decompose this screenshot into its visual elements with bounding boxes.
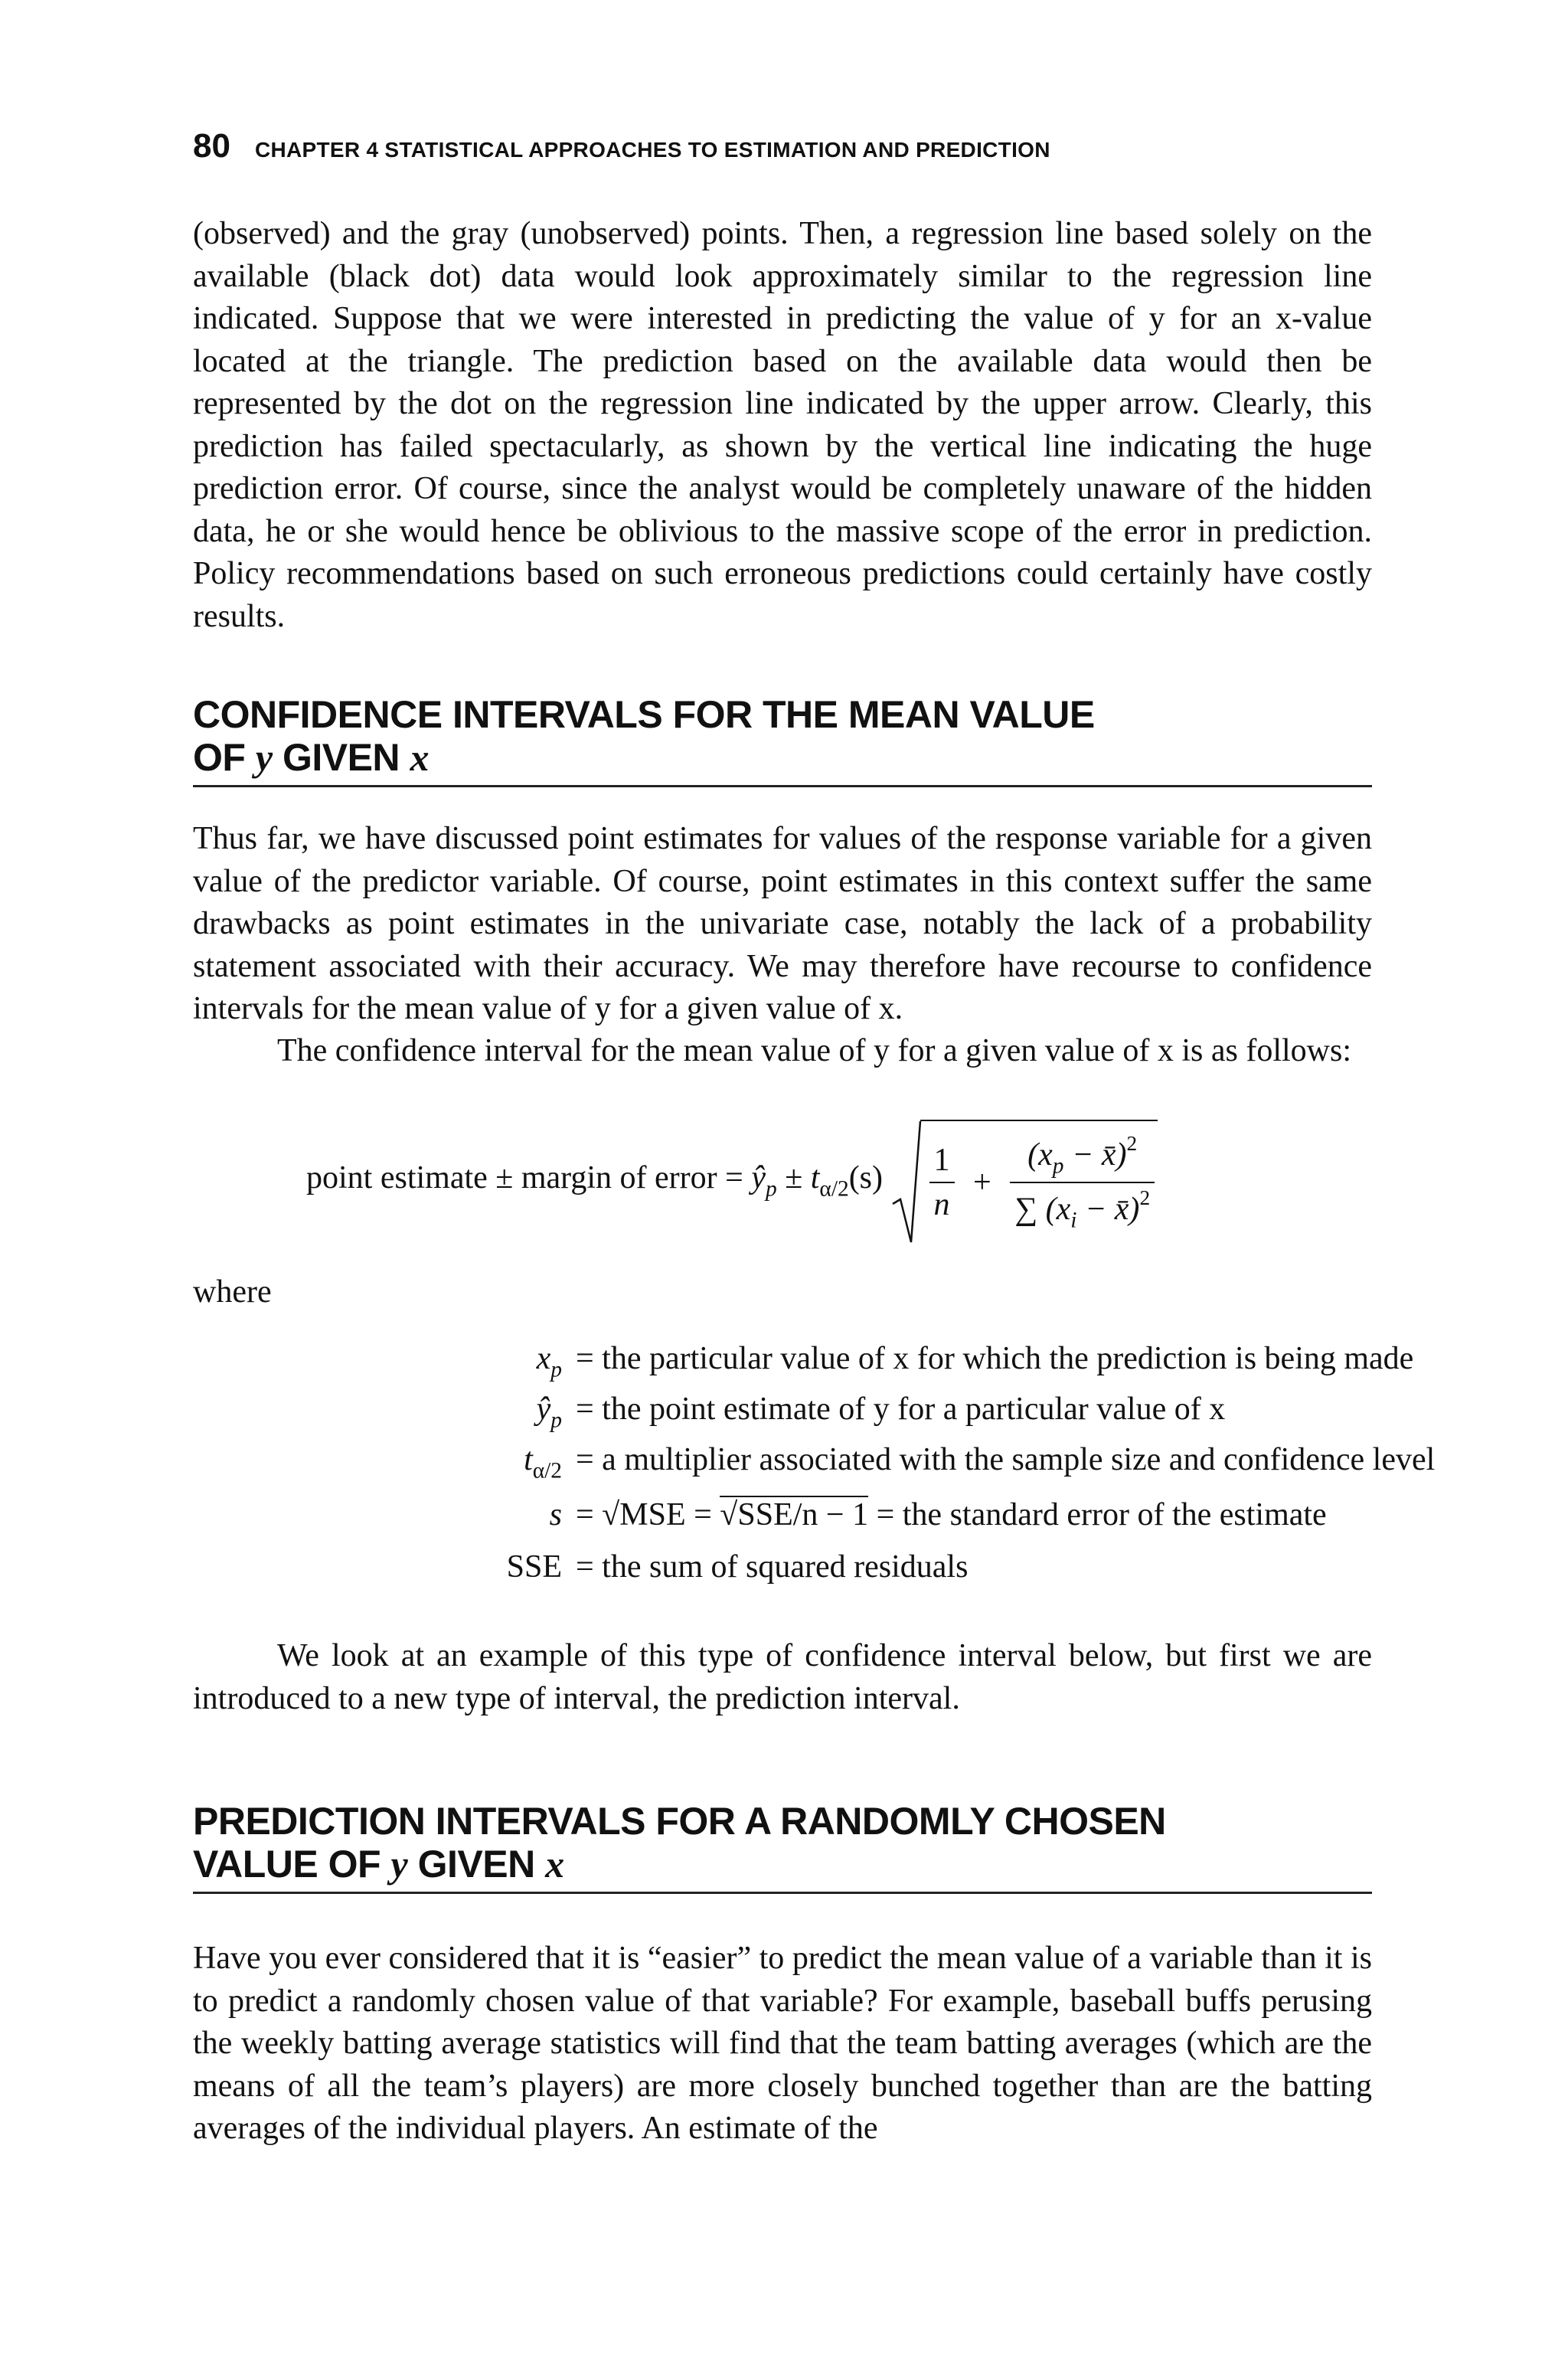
- page-number: 80: [193, 127, 230, 165]
- where-label: where: [193, 1274, 272, 1310]
- heading-line-1: CONFIDENCE INTERVALS FOR THE MEAN VALUE: [193, 693, 1095, 736]
- confidence-interval-equation: point estimate ± margin of error = $ŷ_p \pm t_{\alpha/2}(s)$ $\frac{1}{n}$ + $\frac{(x_p - x̄)^2}{\sum (x_i - x̄)^2}$: [306, 1120, 1158, 1241]
- square-root: $\frac{1}{n}$ + $\frac{(x_p - x̄)^2}{\sum (x_i - x̄)^2}$: [891, 1120, 1158, 1241]
- paragraph-3: The confidence interval for the mean value of y for a given value of x is as follows:: [277, 1033, 1352, 1068]
- paragraph-1: (observed) and the gray (unobserved) points. Then, a regression line based solely on the available (black dot) data would look approximately similar to the regression line indicated. Suppose that we were interested in predicting the value of y for an x-value located at the triangle. The prediction based on the available data would then be represented by the dot on the regression line indicated by the upper arrow. Clearly, this prediction has failed spectacularly, as shown by the vertical line indicating the huge prediction error. Of course, since the analyst would be completely unaware of the hidden data, he or she would hence be oblivious to the massive scope of the error in prediction. Policy recommendations based on such erroneous predictions could certainly have costly results.: [193, 216, 1372, 634]
- fraction-xp-variance: $\frac{(x_p - x̄)^2}{\sum (x_i - x̄)^2}$: [1010, 1132, 1155, 1234]
- paragraph-2: Thus far, we have discussed point estimates for values of the response variable for a given value of the predictor variable. Of course, point estimates in this context suffer the same drawbacks as point estimates in the univariate case, notably the lack of a probability statement associated with their accuracy. We may therefore have recourse to confidence intervals for the mean value of y for a given value of x.: [193, 821, 1372, 1026]
- paragraph-4: We look at an example of this type of confidence interval below, but first we are introduced to a new type of interval, the prediction interval.: [193, 1638, 1372, 1716]
- running-head: [193, 127, 1050, 173]
- radical-sign-icon: [891, 1120, 922, 1250]
- chapter-title: CHAPTER 4 STATISTICAL APPROACHES TO ESTIMATION AND PREDICTION: [254, 138, 1050, 162]
- definitions-list: $x_p$ = the particular value of x for which the prediction is being made $ŷ_p$ = the point estimate of y for a particular value of x $t_{\alpha/2}$ = a multiplier associated with the sample size and confidence level s = √MSE = √SSE/n − 1 = the standard error of the estimate SSE = the sum of squared residuals: [506, 1341, 1436, 1585]
- section-heading-confidence-intervals: [193, 693, 1372, 787]
- heading-line-2: VALUE OF y GIVEN x: [193, 1843, 564, 1886]
- heading-line-2: OF y GIVEN x: [193, 736, 429, 779]
- fraction-1-over-n: $\frac{1}{n}$: [929, 1142, 955, 1223]
- paragraph-5: Have you ever considered that it is “easier” to predict the mean value of a variable than it is to predict a randomly chosen value of that variable? For example, baseball buffs perusing the weekly batting average statistics will find that the team batting averages (which are the means of all the team’s players) are more closely bunched together than are the batting averages of the individual players. An estimate of the: [193, 1941, 1372, 2146]
- section-heading-prediction-intervals: [193, 1800, 1372, 1894]
- heading-line-1: PREDICTION INTERVALS FOR A RANDOMLY CHOSEN: [193, 1800, 1166, 1843]
